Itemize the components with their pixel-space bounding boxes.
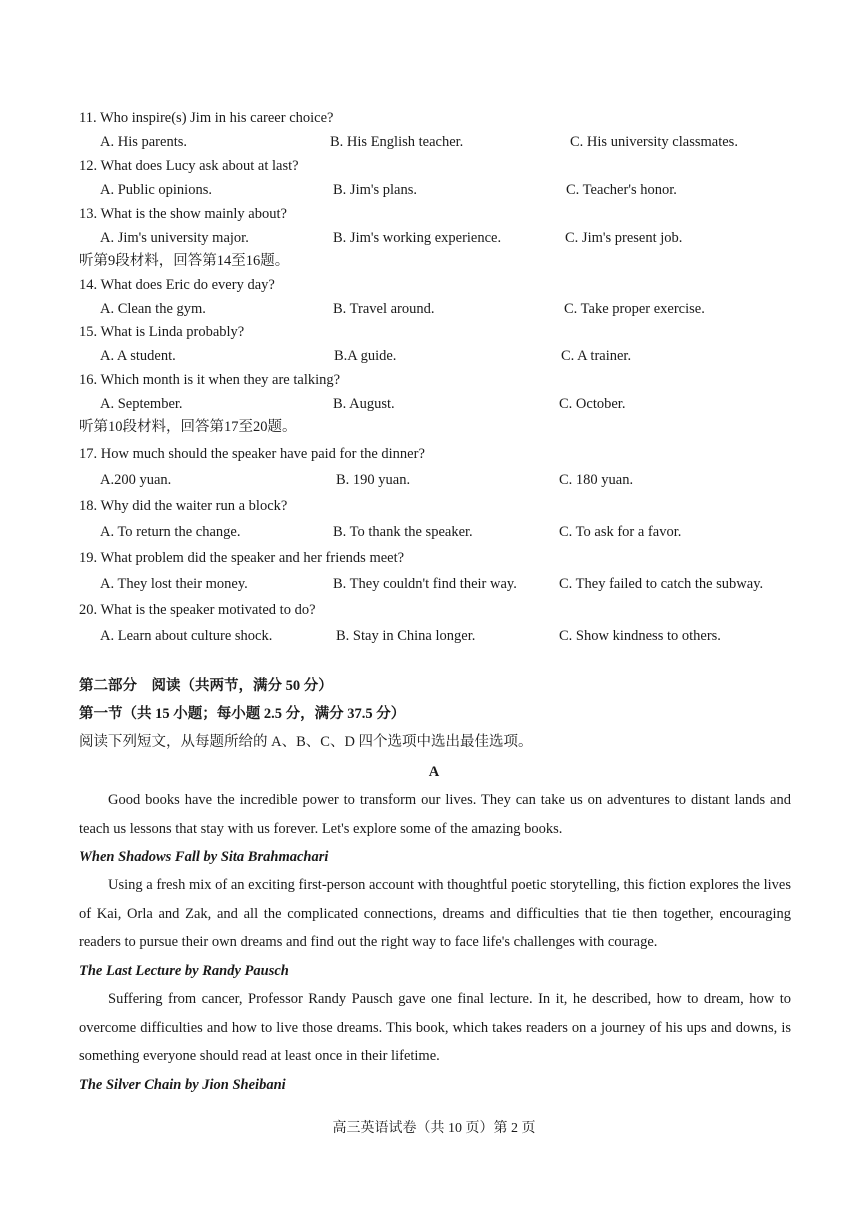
option-13-b: B. Jim's working experience.: [333, 230, 502, 246]
option-18-b: B. To thank the speaker.: [333, 524, 473, 540]
option-14-a: A. Clean the gym.: [100, 301, 206, 317]
page-footer: 高三英语试卷（共 10 页）第 2 页: [332, 1121, 536, 1136]
option-15-c: C. A trainer.: [561, 348, 632, 364]
question-13: 13. What is the show mainly about?: [79, 206, 287, 222]
option-13-c: C. Jim's present job.: [565, 230, 683, 246]
option-15-a: A. A student.: [100, 348, 176, 364]
option-19-a: A. They lost their money.: [100, 576, 248, 592]
option-17-b: B. 190 yuan.: [336, 472, 411, 488]
question-11: 11. Who inspire(s) Jim in his career choice?: [79, 110, 334, 126]
option-14-c: C. Take proper exercise.: [564, 301, 705, 317]
option-12-b: B. Jim's plans.: [333, 182, 417, 198]
option-16-c: C. October.: [559, 396, 626, 412]
option-15-b: B.A guide.: [334, 348, 397, 364]
book-description-2: Suffering from cancer, Professor Randy Pausch gave one final lecture. In it, he described, how to dream, how to overcome difficulties and how to live those dreams. This book, which takes readers on a journey of his ups and downs, is something everyone should read at least once in their lifetime.: [79, 991, 791, 1064]
book-title-1: When Shadows Fall by Sita Brahmachari: [79, 849, 329, 865]
question-14: 14. What does Eric do every day?: [79, 277, 275, 293]
option-11-b: B. His English teacher.: [330, 134, 464, 150]
option-12-a: A. Public opinions.: [100, 182, 212, 198]
option-16-a: A. September.: [100, 396, 183, 412]
part-2-title: 第二部分 阅读（共两节，满分 50 分）: [79, 678, 333, 694]
option-20-c: C. Show kindness to others.: [559, 628, 721, 644]
option-20-a: A. Learn about culture shock.: [100, 628, 273, 644]
option-20-b: B. Stay in China longer.: [336, 628, 476, 644]
option-17-c: C. 180 yuan.: [559, 472, 634, 488]
option-19-c: C. They failed to catch the subway.: [559, 576, 764, 592]
option-14-b: B. Travel around.: [333, 301, 435, 317]
book-title-2: The Last Lecture by Randy Pausch: [79, 963, 289, 979]
option-18-c: C. To ask for a favor.: [559, 524, 682, 540]
option-16-b: B. August.: [333, 396, 395, 412]
passage-intro: Good books have the incredible power to transform our lives. They can take us on adventures to distant lands and teach us lessons that stay with us forever. Let's explore some of the amazing books.: [79, 792, 791, 837]
passage-label: A: [428, 764, 440, 780]
question-18: 18. Why did the waiter run a block?: [79, 498, 288, 514]
option-11-c: C. His university classmates.: [570, 134, 738, 150]
instruction-segment-10: 听第10段材料，回答第17至20题。: [79, 419, 297, 435]
book-title-3: The Silver Chain by Jion Sheibani: [79, 1077, 286, 1093]
instruction-segment-9: 听第9段材料，回答第14至16题。: [79, 253, 290, 269]
option-13-a: A. Jim's university major.: [100, 230, 249, 246]
question-17: 17. How much should the speaker have paid for the dinner?: [79, 446, 425, 462]
reading-instruction: 阅读下列短文，从每题所给的 A、B、C、D 四个选项中选出最佳选项。: [79, 734, 533, 750]
option-11-a: A. His parents.: [100, 134, 187, 150]
book-description-1: Using a fresh mix of an exciting first-person account with thoughtful poetic storytelling, this fiction explores the lives of Kai, Orla and Zak, and all the complicated connections, dreams and difficulties that tie then together, encouraging readers to pursue their own dreams and find out the right way to face life's challenges with courage.: [79, 877, 791, 950]
question-12: 12. What does Lucy ask about at last?: [79, 158, 299, 174]
option-12-c: C. Teacher's honor.: [566, 182, 677, 198]
question-15: 15. What is Linda probably?: [79, 324, 245, 340]
question-19: 19. What problem did the speaker and her friends meet?: [79, 550, 405, 566]
section-1-title: 第一节（共 15 小题；每小题 2.5 分，满分 37.5 分）: [79, 706, 406, 722]
question-20: 20. What is the speaker motivated to do?: [79, 602, 316, 618]
option-19-b: B. They couldn't find their way.: [333, 576, 517, 592]
option-18-a: A. To return the change.: [100, 524, 241, 540]
option-17-a: A.200 yuan.: [100, 472, 172, 488]
question-16: 16. Which month is it when they are talking?: [79, 372, 341, 388]
